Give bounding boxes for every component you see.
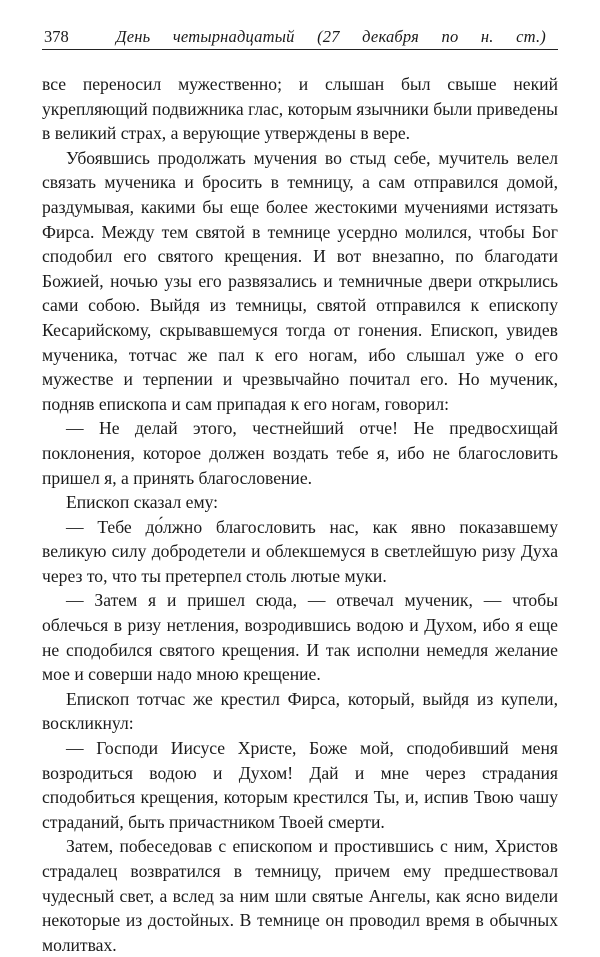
dialogue-line: — Господи Иисусе Христе, Боже мой, сподобивший меня возродиться водою и Духом! Дай и мне через страдания сподобиться крещения, которым крестился Ты, и, испив Твою чашу страданий, быть причастником Твоей смерти. bbox=[42, 738, 558, 832]
dialogue-line: — Не делай этого, честнейший отче! Не предвосхищай поклонения, которое должен воздать тебе я, ибо не благословить пришел я, а принять благословение. bbox=[42, 418, 558, 488]
paragraph: Убоявшись продолжать мучения во стыд себе, мучитель велел связать мученика и бросить в темницу, а сам отправился домой, раздумывая, какими бы еще более жестокими мучениями истязать Фирса. Между тем святой в темнице усердно молился, чтобы Бог сподобил его святого крещения. И вот внезапно, по благодати Божией, ночью узы его развязались и темничные двери открылись сами собою. Выйдя из темницы, святой отправился к епископу Кесарийскому, скрывавшемуся тогда от гонения. Епископ, увидев мученика, тотчас же пал к его ногам, ибо слышал уже о его мужестве и терпении и чрезвычайно почитал его. Но мученик, подняв епископа и сам припадая к его ногам, говорил: bbox=[42, 147, 558, 414]
dialogue-line: — Затем я и пришел сюда, — отвечал мученик, — чтобы облечься в ризу нетления, возродившись водою и Духом, ибо я еще не сподобился святого крещения. И так исполни немедля желание мое и соверши надо мною крещение. bbox=[42, 590, 558, 685]
page-number: 378 bbox=[44, 27, 69, 46]
header-rule bbox=[42, 49, 558, 50]
book-page bbox=[42, 26, 558, 955]
text-body bbox=[42, 72, 558, 957]
running-header bbox=[42, 26, 558, 50]
paragraph: Епископ тотчас же крестил Фирса, который, выйдя из купели, воскликнул: bbox=[42, 688, 558, 734]
paragraph-continued: все переносил мужественно; и слышан был свыше некий укрепляющий подвижника глас, которым язычники были приведены в великий страх, а верующие утверждены в вере. bbox=[42, 74, 558, 144]
paragraph: Затем, побеседовав с епископом и простившись с ним, Христов страдалец возвратился в темницу, причем ему предшествовал чудесный свет, а вслед за ним шли святые Ангелы, как ясно видели некоторые из достойных. В темнице он проводил время в обычных молитвах. bbox=[42, 836, 558, 955]
dialogue-line: — Тебе до́лжно благословить нас, как явно показавшему великую силу добродетели и облекшемуся в светлейшую ризу Духа через то, что ты претерпел столь лютые муки. bbox=[42, 516, 558, 586]
running-title: День четырнадцатый (27 декабря по н. ст.) bbox=[116, 27, 546, 46]
paragraph: Епископ сказал ему: bbox=[66, 492, 219, 513]
